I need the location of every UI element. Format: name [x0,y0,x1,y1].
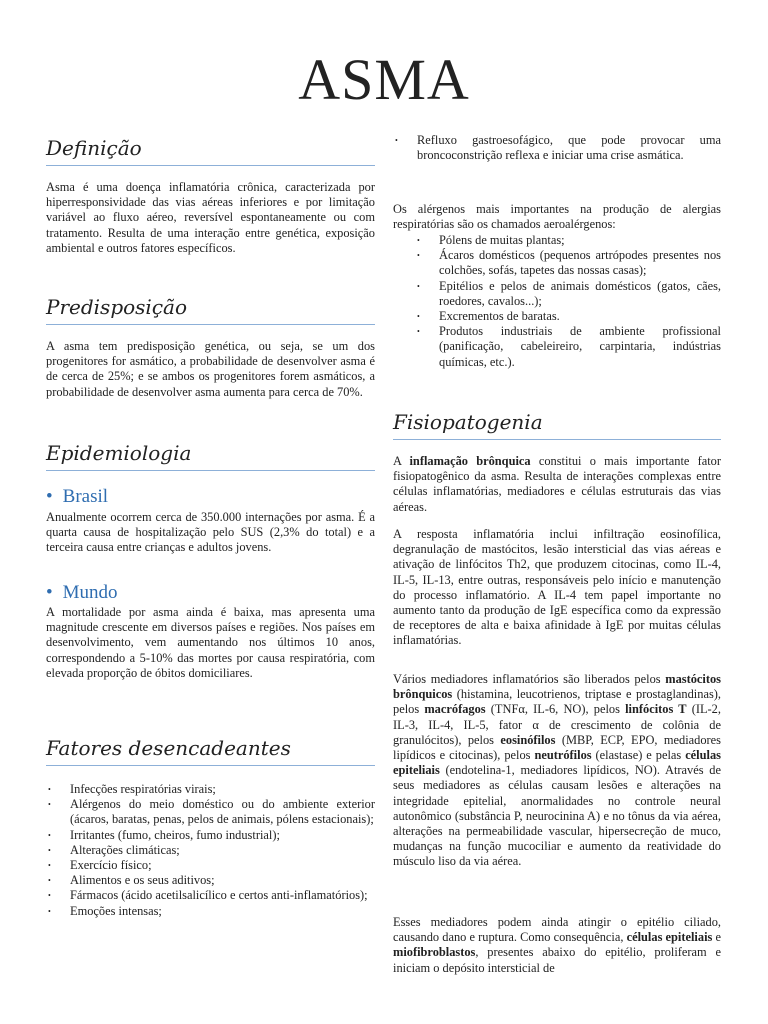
fisio-paragraph-3: Vários mediadores inflamatórios são liberados pelos mastócitos brônquicos (histamina, leucotrienos, triptase e prostaglandinas), pelos macrófagos (TNFα, IL-6, NO), pelos linfócitos T (IL-2, IL-3, IL-4, IL-5, fator α de crescimento de colônia de granulócitos), pelos eosinófilos (MBP, ECP, EPO, mediadores lipídicos e citocinas), pelos neutrófilos (elastase) e pelas células epiteliais (endotelina-1, mediadores lipídicos, NO). Através de seus mediadores as células causam lesões e alterações na integridade epitelial, anormalidades no controle neural autonômico (substância P, neurocinina A) e no tônus da via aérea, alterações na permeabilidade vascular, hipersecreção de muco, mudanças na função mucociliar e aumento da reatividade do músculo liso da via aérea. [393,672,722,869]
brasil-label: Brasil [62,486,109,507]
bold-term: linfócitos T [625,702,687,717]
list-item: • Emoções intensas; [46,904,375,919]
heading-predisposicao: Predisposição [46,295,375,325]
heading-fisiopatogenia: Fisiopatogenia [393,410,721,440]
list-item: • Pólens de muitas plantas; [393,233,721,248]
list-item: • Excrementos de baratas. [393,309,721,324]
alergenos-list [393,233,721,370]
page-title: ASMA [298,47,470,112]
alergenos-intro: Os alérgenos mais importantes na produção de alergias respiratórias são os chamados aeroalérgenos: [393,202,721,232]
heading-epidemiologia: Epidemiologia [46,441,375,471]
fatores-list [46,782,375,919]
bold-term: miofibroblastos [393,945,476,960]
list-item: • Refluxo gastroesofágico, que pode provocar uma broncoconstrição reflexa e iniciar uma crise asmática. [393,133,721,163]
bold-term: macrófagos [424,702,486,717]
bold-term: neutrófilos [534,748,592,763]
bold-term: mastócitos brônquicos [393,672,721,702]
subheading-mundo: • Mundo [46,582,118,603]
list-item: • Produtos industriais de ambiente profissional (panificação, cabeleireiro, carpintaria, indústrias químicas, etc.). [393,324,721,370]
list-item: • Ácaros domésticos (pequenos artrópodes presentes nos colchões, sofás, tapetes das nossas casas); [393,248,721,278]
bold-term: células epiteliais [393,748,721,778]
fatores-list-continued [393,133,721,163]
list-item: • Infecções respiratórias virais; [46,782,375,797]
bold-term: eosinófilos [500,732,556,747]
bold-term: células epiteliais [626,930,713,945]
list-item: • Irritantes (fumo, cheiros, fumo industrial); [46,828,375,843]
heading-fatores: Fatores desencadeantes [46,736,375,766]
list-item: • Alimentos e os seus aditivos; [46,873,375,888]
subheading-brasil: • Brasil [46,486,109,507]
mundo-label: Mundo [62,582,118,603]
fisio-paragraph-1: A inflamação brônquica constitui o mais importante fator fisiopatogênico da asma. Resulta de interações complexas entre células inflamatórias, mediadores e células estruturais das vias aéreas. [393,454,721,514]
brasil-text: Anualmente ocorrem cerca de 350.000 internações por asma. É a quarta causa de hospitalização pelo SUS (2,3% do total) e a terceira causa entre crianças e adultos jovens. [46,510,375,555]
list-item: • Fármacos (ácido acetilsalicílico e certos anti-inflamatórios); [46,888,375,903]
definicao-text: Asma é uma doença inflamatória crônica, caracterizada por hiperresponsividade das vias aéreas inferiores e por limitação variável ao fluxo aéreo, reversível espontaneamente ou com tratamento. Resulta de uma interação entre genética, exposição ambiental e outros fatores específicos. [46,180,375,255]
list-item: • Alterações climáticas; [46,843,375,858]
predisposicao-text: A asma tem predisposição genética, ou seja, se um dos progenitores for asmático, a probabilidade de desenvolver asma é de cerca de 25%; e se ambos os progenitores forem asmáticos, a probabilidade de desenvolver asma aumenta para cerca de 70%. [46,339,375,399]
list-item: • Epitélios e pelos de animais domésticos (gatos, cães, roedores, cavalos...); [393,279,721,309]
fisio-paragraph-4: Esses mediadores podem ainda atingir o epitélio ciliado, causando dano e ruptura. Como consequência, células epiteliais e miofibroblastos, presentes abaixo do epitélio, proliferam e iniciam o depósito intersticial de [393,915,721,975]
heading-definicao: Definição [46,136,375,166]
fisio-paragraph-2: A resposta inflamatória inclui infiltração eosinofílica, degranulação de mastócitos, lesão intersticial das vias aéreas e ativação de linfócitos Th2, que produzem citocinas, como IL-4, IL-5, IL-13, entre outras, responsáveis pelo início e manutenção do processo inflamatório. A IL-4 tem papel importante no aumento tanto da produção de IgE específica como da expressão de receptores de alta e baixa afinidade à IgE por muitas células inflamatórias. [393,527,721,648]
bold-term: inflamação brônquica [409,454,531,468]
mundo-text: A mortalidade por asma ainda é baixa, mas apresenta uma magnitude crescente em diversos países e regiões. Nos países em desenvolvimento, vem aumentando nos últimos 10 anos, correspondendo a 5-10% das mortes por causa respiratória, com elevada proporção de óbitos domiciliares. [46,605,375,680]
list-item: • Alérgenos do meio doméstico ou do ambiente exterior (ácaros, baratas, penas, pelos de animais, pólens estacionais); [46,797,375,827]
list-item: • Exercício físico; [46,858,375,873]
